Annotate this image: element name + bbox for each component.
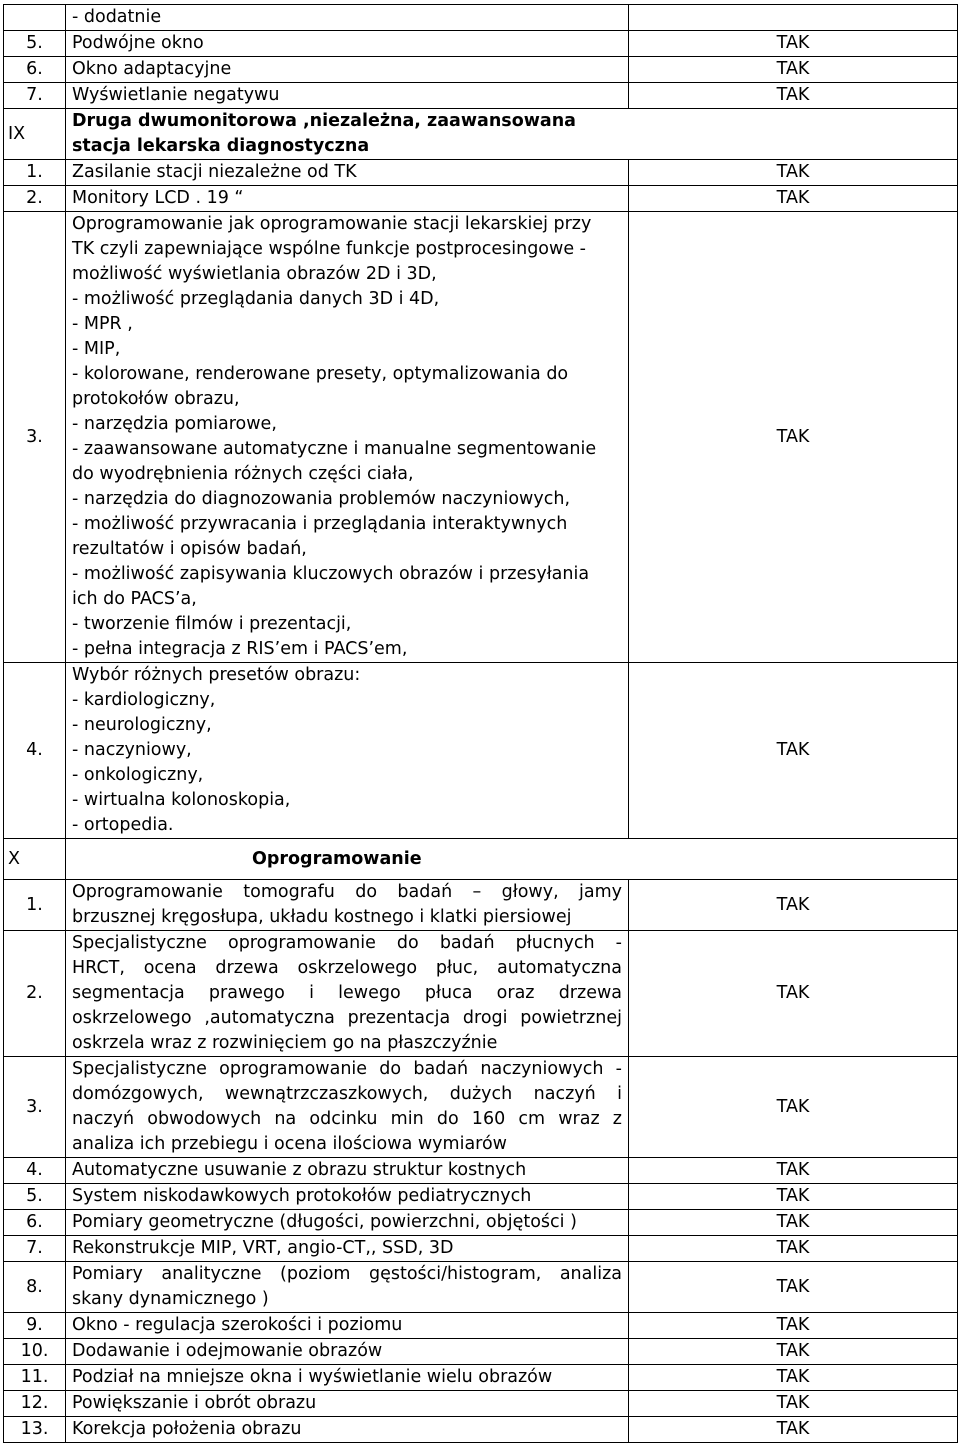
- row-number: IX: [4, 109, 66, 160]
- table-row: [4, 83, 958, 109]
- description-line: Podwójne okno: [72, 33, 204, 53]
- requirement-value: TAK: [629, 1057, 958, 1158]
- row-description: [66, 186, 629, 212]
- description-line: rezultatów i opisów badań,: [72, 539, 307, 559]
- description-line: - narzędzia pomiarowe,: [72, 414, 277, 434]
- table-row: [4, 1417, 958, 1443]
- section-heading: [66, 109, 958, 160]
- row-number: 7.: [4, 1236, 66, 1262]
- table-row: [4, 931, 958, 1057]
- section-heading-line: stacja lekarska diagnostyczna: [72, 136, 370, 156]
- description-line: - dodatnie: [72, 7, 162, 27]
- row-number: 5.: [4, 31, 66, 57]
- description-line: ich do PACS’a,: [72, 589, 197, 609]
- table-row: [4, 160, 958, 186]
- requirement-value: TAK: [629, 31, 958, 57]
- table-row: [4, 1339, 958, 1365]
- requirement-value: TAK: [629, 880, 958, 931]
- row-number: 1.: [4, 160, 66, 186]
- table-row: [4, 31, 958, 57]
- description-line: - MPR ,: [72, 314, 133, 334]
- row-description: [66, 663, 629, 839]
- row-description: [66, 931, 629, 1057]
- description-line: - możliwość zapisywania kluczowych obrazów i przesyłania: [72, 564, 590, 584]
- description-line: - możliwość przeglądania danych 3D i 4D,: [72, 289, 440, 309]
- description-line: - tworzenie filmów i prezentacji,: [72, 614, 352, 634]
- description-line: naczyń obwodowych na odcinku min do 160 cm wraz z: [72, 1109, 622, 1129]
- requirement-value: [629, 5, 958, 31]
- description-line: Zasilanie stacji niezależne od TK: [72, 162, 357, 182]
- row-number: 10.: [4, 1339, 66, 1365]
- row-description: [66, 83, 629, 109]
- requirement-value: TAK: [629, 1313, 958, 1339]
- description-line: Rekonstrukcje MIP, VRT, angio-CT,, SSD, 3D: [72, 1238, 454, 1258]
- table-row: [4, 880, 958, 931]
- row-description: [66, 1262, 629, 1313]
- description-line: Automatyczne usuwanie z obrazu struktur kostnych: [72, 1160, 527, 1180]
- requirement-value: TAK: [629, 1236, 958, 1262]
- description-line: Specjalistyczne oprogramowanie do badań naczyniowych -: [72, 1059, 622, 1079]
- description-line: TK czyli zapewniające wspólne funkcje postprocesingowe -: [72, 239, 586, 259]
- row-description: [66, 1339, 629, 1365]
- description-line: Pomiary analityczne (poziom gęstości/histogram, analiza: [72, 1264, 622, 1284]
- description-line: Korekcja położenia obrazu: [72, 1419, 302, 1439]
- requirement-value: TAK: [629, 1417, 958, 1443]
- requirement-value: TAK: [629, 212, 958, 663]
- description-line: HRCT, ocena drzewa oskrzelowego płuc, automatyczna: [72, 958, 622, 978]
- requirement-value: TAK: [629, 1391, 958, 1417]
- description-line: Powiększanie i obrót obrazu: [72, 1393, 317, 1413]
- table-row: [4, 1057, 958, 1158]
- row-description: [66, 57, 629, 83]
- description-line: Okno - regulacja szerokości i poziomu: [72, 1315, 403, 1335]
- row-number: 8.: [4, 1262, 66, 1313]
- requirement-value: TAK: [629, 1210, 958, 1236]
- requirement-value: TAK: [629, 186, 958, 212]
- requirement-value: TAK: [629, 83, 958, 109]
- description-line: - ortopedia.: [72, 815, 174, 835]
- table-row: [4, 839, 958, 880]
- requirement-value: TAK: [629, 663, 958, 839]
- table-row: [4, 5, 958, 31]
- section-heading: [66, 839, 958, 880]
- description-line: protokołów obrazu,: [72, 389, 240, 409]
- row-number: 2.: [4, 931, 66, 1057]
- description-line: System niskodawkowych protokołów pediatrycznych: [72, 1186, 532, 1206]
- description-line: do wyodrębnienia różnych części ciała,: [72, 464, 414, 484]
- row-description: [66, 1236, 629, 1262]
- description-line: Wyświetlanie negatywu: [72, 85, 280, 105]
- description-line: - narzędzia do diagnozowania problemów naczyniowych,: [72, 489, 571, 509]
- description-line: analiza ich przebiegu i ocena ilościowa wymiarów: [72, 1134, 507, 1154]
- row-number: 12.: [4, 1391, 66, 1417]
- row-description: [66, 1158, 629, 1184]
- row-description: [66, 1210, 629, 1236]
- requirement-value: TAK: [629, 160, 958, 186]
- row-number: 7.: [4, 83, 66, 109]
- row-number: [4, 5, 66, 31]
- description-line: możliwość wyświetlania obrazów 2D i 3D,: [72, 264, 437, 284]
- requirement-value: TAK: [629, 931, 958, 1057]
- row-description: [66, 1313, 629, 1339]
- table-row: [4, 57, 958, 83]
- description-line: skany dynamicznego ): [72, 1289, 269, 1309]
- description-line: Okno adaptacyjne: [72, 59, 232, 79]
- row-description: [66, 1417, 629, 1443]
- row-number: 3.: [4, 1057, 66, 1158]
- specification-table: [3, 4, 958, 1443]
- description-line: Dodawanie i odejmowanie obrazów: [72, 1341, 383, 1361]
- description-line: - naczyniowy,: [72, 740, 192, 760]
- description-line: Pomiary geometryczne (długości, powierzchni, objętości ): [72, 1212, 577, 1232]
- description-line: - kolorowane, renderowane presety, optymalizowania do: [72, 364, 569, 384]
- table-row: [4, 1184, 958, 1210]
- table-row: [4, 1313, 958, 1339]
- table-row: [4, 1391, 958, 1417]
- table-row: [4, 1158, 958, 1184]
- row-number: 6.: [4, 57, 66, 83]
- description-line: - kardiologiczny,: [72, 690, 216, 710]
- description-line: segmentacja prawego i lewego płuca oraz drzewa: [72, 983, 622, 1003]
- table-row: [4, 1365, 958, 1391]
- table-row: [4, 1210, 958, 1236]
- requirement-value: TAK: [629, 1158, 958, 1184]
- row-number: 1.: [4, 880, 66, 931]
- row-description: [66, 1365, 629, 1391]
- description-line: Oprogramowanie tomografu do badań – głowy, jamy: [72, 882, 622, 902]
- row-description: [66, 1184, 629, 1210]
- row-description: [66, 880, 629, 931]
- table-row: [4, 186, 958, 212]
- description-line: Oprogramowanie jak oprogramowanie stacji lekarskiej przy: [72, 214, 592, 234]
- description-line: - zaawansowane automatyczne i manualne segmentowanie: [72, 439, 597, 459]
- requirement-value: TAK: [629, 57, 958, 83]
- row-description: [66, 160, 629, 186]
- row-number: 13.: [4, 1417, 66, 1443]
- row-description: [66, 31, 629, 57]
- description-line: - neurologiczny,: [72, 715, 212, 735]
- description-line: - wirtualna kolonoskopia,: [72, 790, 291, 810]
- description-line: domózgowych, wewnątrzczaszkowych, dużych naczyń i: [72, 1084, 622, 1104]
- requirement-value: TAK: [629, 1184, 958, 1210]
- row-number: 4.: [4, 1158, 66, 1184]
- requirement-value: TAK: [629, 1365, 958, 1391]
- table-row: [4, 663, 958, 839]
- row-number: 6.: [4, 1210, 66, 1236]
- section-heading-line: Oprogramowanie: [252, 849, 422, 869]
- description-line: Wybór różnych presetów obrazu:: [72, 665, 361, 685]
- description-line: oskrzelowego ,automatyczna prezentacja drogi powietrznej: [72, 1008, 622, 1028]
- requirement-value: TAK: [629, 1339, 958, 1365]
- table-row: [4, 212, 958, 663]
- row-description: [66, 1057, 629, 1158]
- row-description: [66, 212, 629, 663]
- description-line: - MIP,: [72, 339, 121, 359]
- description-line: - możliwość przywracania i przeglądania interaktywnych: [72, 514, 568, 534]
- section-heading-line: Druga dwumonitorowa ,niezależna, zaawansowana: [72, 111, 576, 131]
- description-line: Podział na mniejsze okna i wyświetlanie wielu obrazów: [72, 1367, 553, 1387]
- table-row: [4, 1236, 958, 1262]
- row-number: 5.: [4, 1184, 66, 1210]
- description-line: - onkologiczny,: [72, 765, 204, 785]
- table-row: [4, 109, 958, 160]
- description-line: brzusznej kręgosłupa, układu kostnego i klatki piersiowej: [72, 907, 572, 927]
- description-line: oskrzela wraz z rozwinięciem go na płaszczyźnie: [72, 1033, 498, 1053]
- row-number: 3.: [4, 212, 66, 663]
- row-number: 2.: [4, 186, 66, 212]
- row-number: X: [4, 839, 66, 880]
- description-line: - pełna integracja z RIS’em i PACS’em,: [72, 639, 408, 659]
- requirement-value: TAK: [629, 1262, 958, 1313]
- row-number: 11.: [4, 1365, 66, 1391]
- description-line: Monitory LCD . 19 “: [72, 188, 244, 208]
- specification-table-body: [4, 5, 958, 1443]
- row-description: [66, 1391, 629, 1417]
- row-number: 4.: [4, 663, 66, 839]
- row-description: [66, 5, 629, 31]
- table-row: [4, 1262, 958, 1313]
- row-number: 9.: [4, 1313, 66, 1339]
- description-line: Specjalistyczne oprogramowanie do badań płucnych -: [72, 933, 622, 953]
